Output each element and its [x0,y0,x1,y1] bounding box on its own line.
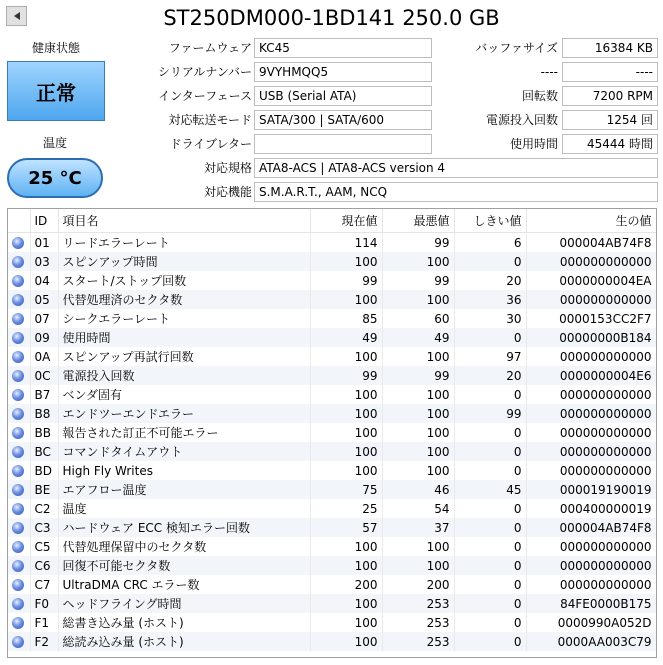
threshold-cell: 0 [454,423,526,442]
table-row[interactable] [8,480,656,499]
id-cell: 04 [30,271,58,290]
table-row[interactable] [8,537,656,556]
worst-cell: 100 [382,347,454,366]
standard-label: 対応規格 [203,161,252,175]
status-cell [8,537,30,556]
id-cell: 03 [30,252,58,271]
transfer-mode-value: SATA/300 | SATA/600 [254,110,432,130]
status-dot-icon [12,389,24,401]
threshold-cell: 0 [454,499,526,518]
current-cell: 100 [310,252,382,271]
table-row[interactable] [8,347,656,366]
current-cell: 49 [310,328,382,347]
id-cell: C2 [30,499,58,518]
id-cell: 0A [30,347,58,366]
raw-cell: 0000000004EA [526,271,656,290]
id-cell: B7 [30,385,58,404]
status-cell [8,518,30,537]
id-cell: C5 [30,537,58,556]
table-row[interactable] [8,233,656,253]
health-label: 健康状態 [31,41,80,55]
table-row[interactable] [8,252,656,271]
raw-cell: 00000000B184 [526,328,656,347]
worst-cell: 100 [382,404,454,423]
attribute-cell: 回復不可能セクタ数 [58,556,310,575]
current-cell: 100 [310,556,382,575]
status-dot-icon [12,636,24,648]
status-cell [8,461,30,480]
attribute-cell: スピンアップ時間 [58,252,310,271]
status-cell [8,233,30,253]
status-dot-icon [12,617,24,629]
current-cell: 75 [310,480,382,499]
table-row[interactable] [8,518,656,537]
status-dot-icon [12,351,24,363]
status-dot-icon [12,522,24,534]
table-row[interactable] [8,632,656,651]
threshold-cell: 0 [454,385,526,404]
header-id[interactable]: ID [30,209,58,233]
health-status-value: 正常 [36,80,76,105]
power-on-count-label: 電源投入回数 [485,113,558,127]
raw-cell: 0000000004E6 [526,366,656,385]
raw-cell: 000000000000 [526,385,656,404]
status-cell [8,252,30,271]
drive-title: ST250DM000-1BD141 250.0 GB [163,6,500,30]
attribute-cell: 総読み込み量 (ホスト) [58,632,310,651]
table-row[interactable] [8,328,656,347]
attribute-cell: 電源投入回数 [58,366,310,385]
health-status-badge[interactable] [7,61,105,121]
current-cell: 57 [310,518,382,537]
table-row[interactable] [8,404,656,423]
raw-cell: 000000000000 [526,252,656,271]
id-cell: F0 [30,594,58,613]
attribute-cell: ヘッドフライング時間 [58,594,310,613]
raw-cell: 000400000019 [526,499,656,518]
id-cell: C3 [30,518,58,537]
status-dot-icon [12,579,24,591]
table-row[interactable] [8,385,656,404]
status-dot-icon [12,541,24,553]
threshold-cell: 6 [454,233,526,253]
raw-cell: 000000000000 [526,423,656,442]
table-header-row [8,209,656,233]
rotation-value: 7200 RPM [562,86,658,106]
threshold-cell: 0 [454,518,526,537]
transfer-mode-label: 対応転送モード [168,113,252,127]
status-dot-icon [12,275,24,287]
threshold-cell: 0 [454,613,526,632]
worst-cell: 100 [382,290,454,309]
temperature-label: 温度 [42,136,67,150]
raw-cell: 000000000000 [526,461,656,480]
drive-letter-value [254,134,432,154]
table-row[interactable] [8,594,656,613]
worst-cell: 253 [382,594,454,613]
worst-cell: 37 [382,518,454,537]
threshold-cell: 45 [454,480,526,499]
status-cell [8,442,30,461]
id-cell: BE [30,480,58,499]
power-on-count-value: 1254 回 [562,110,658,130]
current-cell: 100 [310,442,382,461]
interface-value: USB (Serial ATA) [254,86,432,106]
threshold-cell: 0 [454,594,526,613]
id-cell: BC [30,442,58,461]
header-status[interactable] [8,209,30,233]
serial-value: 9VYHMQQ5 [254,62,432,82]
worst-cell: 100 [382,461,454,480]
attribute-cell: エンドツーエンドエラー [58,404,310,423]
status-cell [8,347,30,366]
threshold-cell: 20 [454,366,526,385]
threshold-cell: 97 [454,347,526,366]
status-dot-icon [12,370,24,382]
status-cell [8,385,30,404]
status-dot-icon [12,427,24,439]
id-cell: 05 [30,290,58,309]
threshold-cell: 0 [454,575,526,594]
raw-cell: 84FE0000B175 [526,594,656,613]
standard-value: ATA8-ACS | ATA8-ACS version 4 [254,158,658,178]
status-cell [8,309,30,328]
worst-cell: 99 [382,233,454,253]
attribute-cell: UltraDMA CRC エラー数 [58,575,310,594]
raw-cell: 000000000000 [526,537,656,556]
worst-cell: 49 [382,328,454,347]
threshold-cell: 0 [454,537,526,556]
table-row[interactable] [8,309,656,328]
current-cell: 100 [310,461,382,480]
raw-cell: 000000000000 [526,575,656,594]
status-dot-icon [12,503,24,515]
features-value: S.M.A.R.T., AAM, NCQ [254,182,658,202]
current-cell: 99 [310,366,382,385]
raw-cell: 000000000000 [526,290,656,309]
current-cell: 100 [310,613,382,632]
table-row[interactable] [8,499,656,518]
table-row[interactable] [8,290,656,309]
header-raw[interactable]: 生の値 [526,209,656,233]
status-cell [8,480,30,499]
raw-cell: 000004AB74F8 [526,233,656,253]
firmware-label: ファームウェア [168,41,252,55]
current-cell: 100 [310,594,382,613]
features-label: 対応機能 [203,185,252,199]
attribute-cell: 代替処理済のセクタ数 [58,290,310,309]
status-cell [8,328,30,347]
table-row[interactable] [8,442,656,461]
current-cell: 100 [310,537,382,556]
attribute-cell: スタート/ストップ回数 [58,271,310,290]
raw-cell: 000000000000 [526,404,656,423]
power-on-hours-label: 使用時間 [509,137,558,151]
table-row[interactable] [8,461,656,480]
id-cell: B8 [30,404,58,423]
smart-table[interactable] [7,208,657,658]
worst-cell: 100 [382,537,454,556]
threshold-cell: 36 [454,290,526,309]
table-row[interactable] [8,556,656,575]
status-dot-icon [12,313,24,325]
status-cell [8,423,30,442]
worst-cell: 100 [382,385,454,404]
attribute-cell: 報告された訂正不可能エラー [58,423,310,442]
raw-cell: 000004AB74F8 [526,518,656,537]
table-row[interactable] [8,613,656,632]
current-cell: 25 [310,499,382,518]
status-cell [8,594,30,613]
worst-cell: 60 [382,309,454,328]
attribute-cell: コマンドタイムアウト [58,442,310,461]
temperature-value: 25 °C [28,167,82,189]
status-cell [8,575,30,594]
interface-label: インターフェース [158,89,252,103]
worst-cell: 54 [382,499,454,518]
threshold-cell: 99 [454,404,526,423]
id-cell: F1 [30,613,58,632]
serial-label: シリアルナンバー [157,65,252,79]
status-dot-icon [12,598,24,610]
threshold-cell: 0 [454,632,526,651]
attribute-cell: ハードウェア ECC 検知エラー回数 [58,518,310,537]
table-row[interactable] [8,366,656,385]
current-cell: 200 [310,575,382,594]
id-cell: C6 [30,556,58,575]
buffer-size-value: 16384 KB [562,38,658,58]
status-cell [8,499,30,518]
raw-cell: 000019190019 [526,480,656,499]
temperature-badge[interactable] [7,158,103,198]
threshold-cell: 0 [454,328,526,347]
id-cell: BD [30,461,58,480]
attribute-cell: 代替処理保留中のセクタ数 [58,537,310,556]
attribute-cell: 総書き込み量 (ホスト) [58,613,310,632]
worst-cell: 100 [382,252,454,271]
worst-cell: 99 [382,271,454,290]
id-cell: BB [30,423,58,442]
current-cell: 100 [310,347,382,366]
raw-cell: 0000153CC2F7 [526,309,656,328]
id-cell: 09 [30,328,58,347]
status-dot-icon [12,560,24,572]
attribute-cell: 使用時間 [58,328,310,347]
status-cell [8,366,30,385]
current-cell: 100 [310,404,382,423]
firmware-value: KC45 [254,38,432,58]
status-dot-icon [12,256,24,268]
placeholder-label: ---- [540,65,558,79]
status-dot-icon [12,332,24,344]
threshold-cell: 0 [454,252,526,271]
raw-cell: 000000000000 [526,347,656,366]
id-cell: 0C [30,366,58,385]
rotation-label: 回転数 [521,89,558,103]
attribute-cell: リードエラーレート [58,233,310,253]
status-cell [8,271,30,290]
id-cell: 01 [30,233,58,253]
raw-cell: 000000000000 [526,556,656,575]
drive-letter-label: ドライブレター [169,137,252,151]
raw-cell: 0000AA003C79 [526,632,656,651]
status-cell [8,632,30,651]
status-cell [8,404,30,423]
worst-cell: 46 [382,480,454,499]
id-cell: 07 [30,309,58,328]
status-dot-icon [12,408,24,420]
status-cell [8,290,30,309]
status-dot-icon [12,294,24,306]
worst-cell: 100 [382,442,454,461]
attribute-cell: スピンアップ再試行回数 [58,347,310,366]
attribute-cell: 温度 [58,499,310,518]
worst-cell: 100 [382,423,454,442]
worst-cell: 100 [382,556,454,575]
id-cell: F2 [30,632,58,651]
current-cell: 100 [310,423,382,442]
table-row[interactable] [8,423,656,442]
header-threshold[interactable]: しきい値 [454,209,526,233]
placeholder-value: ---- [562,62,658,82]
status-cell [8,556,30,575]
attribute-cell: シークエラーレート [58,309,310,328]
buffer-size-label: バッファサイズ [475,41,558,55]
attribute-cell: High Fly Writes [58,461,310,480]
current-cell: 100 [310,632,382,651]
worst-cell: 253 [382,632,454,651]
header-current[interactable]: 現在値 [310,209,382,233]
status-cell [8,613,30,632]
table-row[interactable] [8,575,656,594]
raw-cell: 000000000000 [526,442,656,461]
current-cell: 100 [310,385,382,404]
attribute-cell: ベンダ固有 [58,385,310,404]
threshold-cell: 0 [454,442,526,461]
table-row[interactable] [8,271,656,290]
status-dot-icon [12,446,24,458]
id-cell: C7 [30,575,58,594]
status-dot-icon [12,484,24,496]
threshold-cell: 0 [454,556,526,575]
status-dot-icon [12,237,24,249]
current-cell: 100 [310,290,382,309]
attribute-cell: エアフロー温度 [58,480,310,499]
worst-cell: 99 [382,366,454,385]
header-attribute[interactable]: 項目名 [58,209,310,233]
header-worst[interactable]: 最悪値 [382,209,454,233]
current-cell: 85 [310,309,382,328]
current-cell: 114 [310,233,382,253]
threshold-cell: 20 [454,271,526,290]
power-on-hours-value: 45444 時間 [562,134,658,154]
worst-cell: 253 [382,613,454,632]
current-cell: 99 [310,271,382,290]
status-dot-icon [12,465,24,477]
threshold-cell: 0 [454,461,526,480]
raw-cell: 0000990A052D [526,613,656,632]
worst-cell: 200 [382,575,454,594]
threshold-cell: 30 [454,309,526,328]
